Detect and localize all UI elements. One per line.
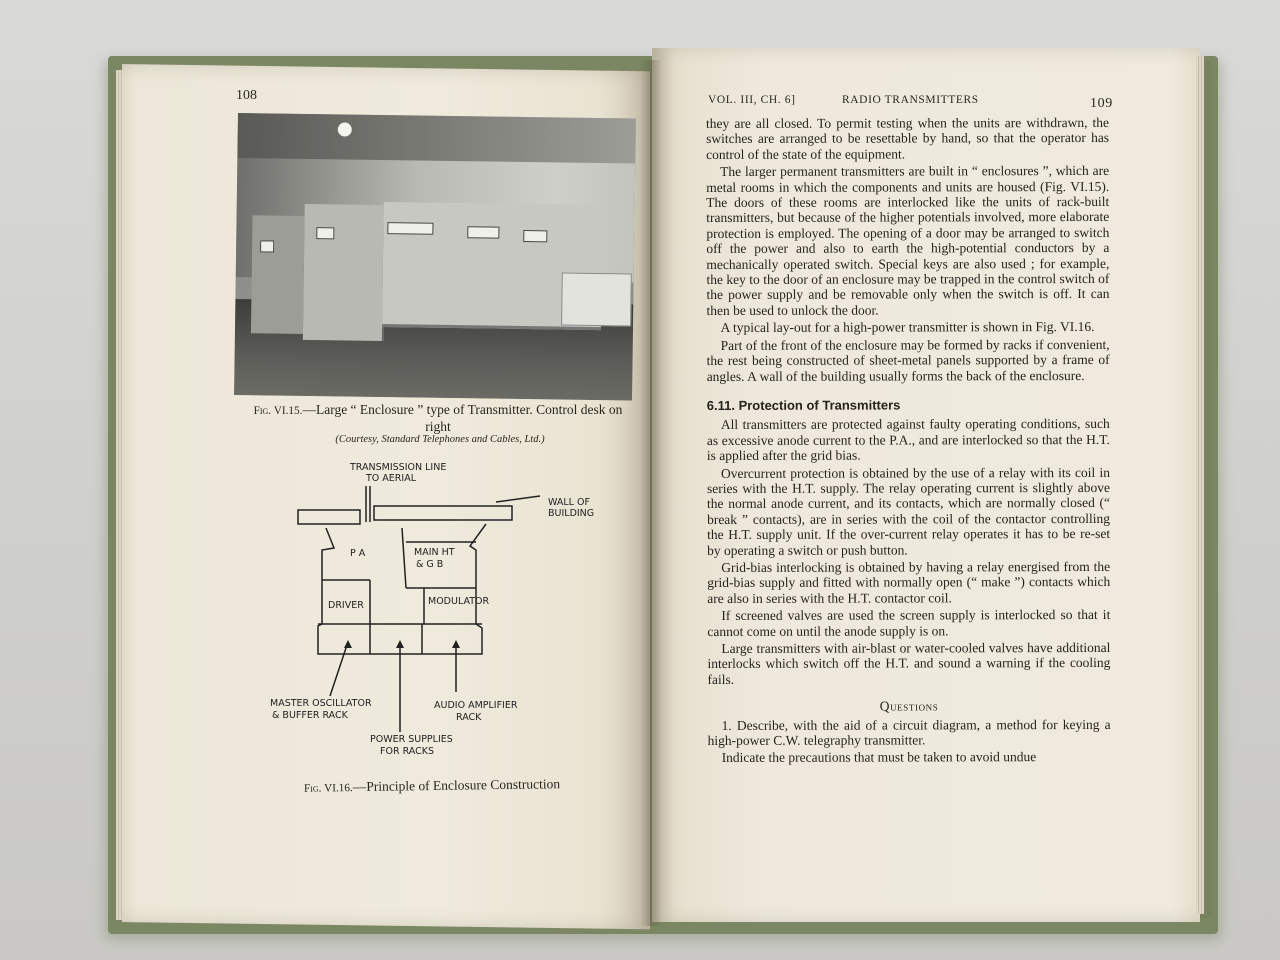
enclosure-photo [234, 113, 636, 401]
figure-16-label: Fig. VI.16. [303, 782, 353, 795]
paragraph: A typical lay-out for a high-power transmitter is shown in Fig. VI.16. [720, 319, 1095, 336]
power-label-1: POWER SUPPLIES [370, 734, 453, 745]
transmission-line-label-2: TO AERIAL [366, 473, 416, 484]
main-ht-label-2: & G B [416, 559, 444, 570]
master-osc-label-1: MASTER OSCILLATOR [270, 698, 372, 709]
audio-amp-label-1: AUDIO AMPLIFIER [434, 700, 518, 711]
paragraph: The larger permanent transmitters are built in “ enclosures ”, which are metal rooms in which the components and units are housed (Fig. VI.15). The doors of these rooms are interlocked like the units of rack-built transmitters, but because of the higher potentials involved, more elaborate protection is employed. The opening of a door may be arranged to switch off the power and also to earth the high-potential conductors by a mechanically operated switch. Special keys are also used ; for example, the key to the door of an enclosure may be trapped in the control switch of the power supply and be removable only when the switch is off. It can then be used to unlock the door. [706, 163, 1110, 318]
master-osc-label-2: & BUFFER RACK [272, 710, 348, 721]
book-gutter [640, 60, 662, 926]
pa-label: P A [350, 548, 366, 559]
paragraph: Large transmitters with air-blast or water-cooled valves have additional interlocks which switch off the H.T. and sound a warning if the cooling fails. [707, 639, 1111, 687]
questions-heading: Questions [879, 698, 939, 714]
paragraph: All transmitters are protected against faulty operating conditions, such as excessive anode current to the P.A., and are interlocked so that the H.T. is applied after the grid bias. [706, 416, 1110, 464]
power-label-2: FOR RACKS [380, 746, 435, 756]
figure-16-text: —Principle of Enclosure Construction [352, 776, 561, 795]
transmission-line-label-1: TRANSMISSION LINE [350, 462, 447, 473]
paragraph: Overcurrent protection is obtained by the use of a relay with its coil in series with the H.T. supply. The relay operating current is slightly above the normal anode current, and its contacts, which are normally closed (“ break ” contacts), are in series with the coil of the contactor controlling the H.T. supply unit. If the over-current relay operates it has to be re-set by operating a switch or push button. [706, 464, 1111, 558]
wall-label-2: BUILDING [548, 508, 595, 519]
wall-label-1: WALL OF [548, 497, 590, 508]
right-page-edges [1196, 56, 1204, 914]
figure-15-label: Fig. VI.15. [253, 405, 303, 417]
driver-label: DRIVER [328, 600, 364, 611]
main-ht-label-1: MAIN HT [414, 547, 455, 558]
section-heading: 6.11. Protection of Transmitters [706, 397, 901, 413]
paragraph: Grid-bias interlocking is obtained by having a relay energised from the grid-bias supply and fitted with normally open (“ make ”) contacts which are also in series with the H.T. contactor coil. [707, 558, 1111, 606]
paragraph: they are all closed. To permit testing when the units are withdrawn, the switches are arranged to be resettable by hand, so that the operator has control of the state of the equipment. [706, 114, 1110, 162]
figure-15-credit: (Courtesy, Standard Telephones and Cables, Ltd.) [335, 434, 545, 445]
figure-15-caption [246, 402, 630, 434]
paragraph: If screened valves are used the screen supply is interlocked so that it cannot come on until the anode supply is on. [707, 607, 1111, 639]
question: Indicate the precautions that must be taken to avoid undue [721, 749, 1037, 766]
modulator-label: MODULATOR [428, 596, 490, 607]
audio-amp-label-2: RACK [456, 712, 482, 723]
right-page-number: 109 [1090, 96, 1113, 111]
running-head-left: VOL. III, CH. 6] [708, 94, 796, 106]
question: 1. Describe, with the aid of a circuit diagram, a method for keying a high-power C.W. telegraphy transmitter. [707, 716, 1111, 749]
paragraph: Part of the front of the enclosure may be formed by racks if convenient, the rest being constructed of sheet-metal panels supported by a frame of angles. A wall of the building usually forms the back of the enclosure. [706, 336, 1110, 384]
right-page-text [706, 115, 1111, 768]
figure-15-text: —Large “ Enclosure ” type of Transmitter. Control desk on right [302, 402, 623, 434]
running-head-center: RADIO TRANSMITTERS [842, 94, 979, 106]
left-page-number: 108 [236, 88, 257, 103]
enclosure-diagram [270, 456, 630, 756]
